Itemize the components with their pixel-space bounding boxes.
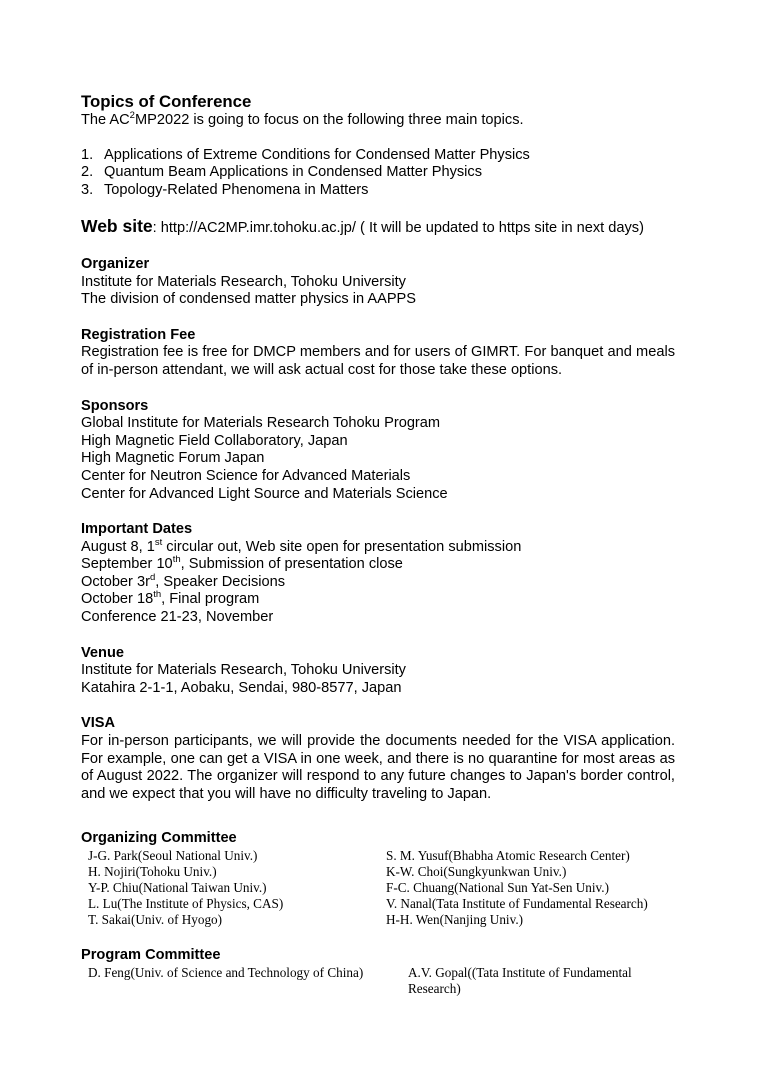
- committee-member: S. M. Yusuf(Bhabha Atomic Research Center): [386, 848, 630, 863]
- organizer-line: The division of condensed matter physics in AAPPS: [81, 291, 417, 308]
- visa-heading: VISA: [81, 715, 116, 732]
- program-committee-list: [88, 965, 681, 997]
- sponsors-heading: Sponsors: [81, 397, 149, 414]
- committee-member: H. Nojiri(Tohoku Univ.): [88, 864, 217, 879]
- committee-member: F-C. Chuang(National Sun Yat-Sen Univ.): [386, 880, 609, 895]
- topics-intro: The $AC^2MP2022$ is going to focus on the following three main topics.: [81, 110, 524, 128]
- date-item: August 8, 1st circular out, Web site open for presentation submission: [81, 536, 522, 555]
- visa-text: For in-person participants, we will provide the documents needed for the VISA application. For example, one can get a VISA in one week, and there is no quarantine for most areas as of August 2022. The organizer will respond to any future changes to Japan's border control, and we expect that you will have no difficulty traveling to Japan.: [81, 733, 675, 802]
- topic-item: 3. Topology-Related Phenomena in Matters: [81, 181, 369, 198]
- sponsor-item: Center for Advanced Light Source and Materials Science: [81, 485, 448, 502]
- committee-member: K-W. Choi(Sungkyunkwan Univ.): [386, 864, 567, 879]
- website-url: : http://AC2MP.imr.tohoku.ac.jp/ ( It will be updated to https site in next days): [152, 220, 644, 237]
- committee-member: T. Sakai(Univ. of Hyogo): [88, 912, 223, 927]
- committee-member: L. Lu(The Institute of Physics, CAS): [88, 896, 284, 911]
- topics-list: [81, 147, 681, 200]
- date-item: October $3r^d$, Speaker Decisions: [81, 572, 286, 590]
- website-line: [81, 218, 681, 238]
- sponsor-item: High Magnetic Field Collaboratory, Japan: [81, 432, 348, 449]
- committee-member: J-G. Park(Seoul National Univ.): [88, 848, 258, 863]
- program-committee-heading: Program Committee: [81, 947, 221, 963]
- date-item: September 10th, Submission of presentation close: [81, 554, 403, 573]
- committee-member: H-H. Wen(Nanjing Univ.): [386, 912, 524, 927]
- website-label: Web site: [81, 216, 153, 237]
- venue-line: Katahira 2-1-1, Aobaku, Sendai, 980-8577, Japan: [81, 679, 402, 696]
- committee-member: V. Nanal(Tata Institute of Fundamental Research): [386, 896, 648, 911]
- organizer-heading: Organizer: [81, 255, 150, 272]
- sponsor-item: Global Institute for Materials Research Tohoku Program: [81, 415, 441, 432]
- topics-heading: Topics of Conference: [81, 92, 252, 111]
- sponsor-item: High Magnetic Forum Japan: [81, 450, 265, 467]
- committee-member: A.V. Gopal((Tata Institute of Fundamental Research): [408, 964, 632, 996]
- committee-member: Y-P. Chiu(National Taiwan Univ.): [88, 880, 267, 895]
- sponsor-item: Center for Neutron Science for Advanced Materials: [81, 467, 411, 484]
- registration-text: Registration fee is free for DMCP members and for users of GIMRT. For banquet and meals of in-person attendant, we will ask actual cost for those take these options.: [81, 344, 675, 378]
- dates-heading: Important Dates: [81, 521, 193, 538]
- organizing-committee-list: [88, 848, 681, 928]
- organizing-committee-heading: Organizing Committee: [81, 830, 237, 847]
- document-page: [81, 92, 681, 997]
- venue-heading: Venue: [81, 644, 124, 661]
- organizer-line: Institute for Materials Research, Tohoku University: [81, 273, 406, 290]
- date-item: Conference 21-23, November: [81, 609, 274, 626]
- date-item: October 18th, Final program: [81, 589, 260, 608]
- topic-item: 1. Applications of Extreme Conditions for Condensed Matter Physics: [81, 146, 530, 163]
- venue-line: Institute for Materials Research, Tohoku University: [81, 662, 406, 679]
- registration-heading: Registration Fee: [81, 326, 196, 343]
- committee-member: D. Feng(Univ. of Science and Technology of China): [88, 964, 364, 980]
- topic-item: 2. Quantum Beam Applications in Condensed Matter Physics: [81, 164, 483, 181]
